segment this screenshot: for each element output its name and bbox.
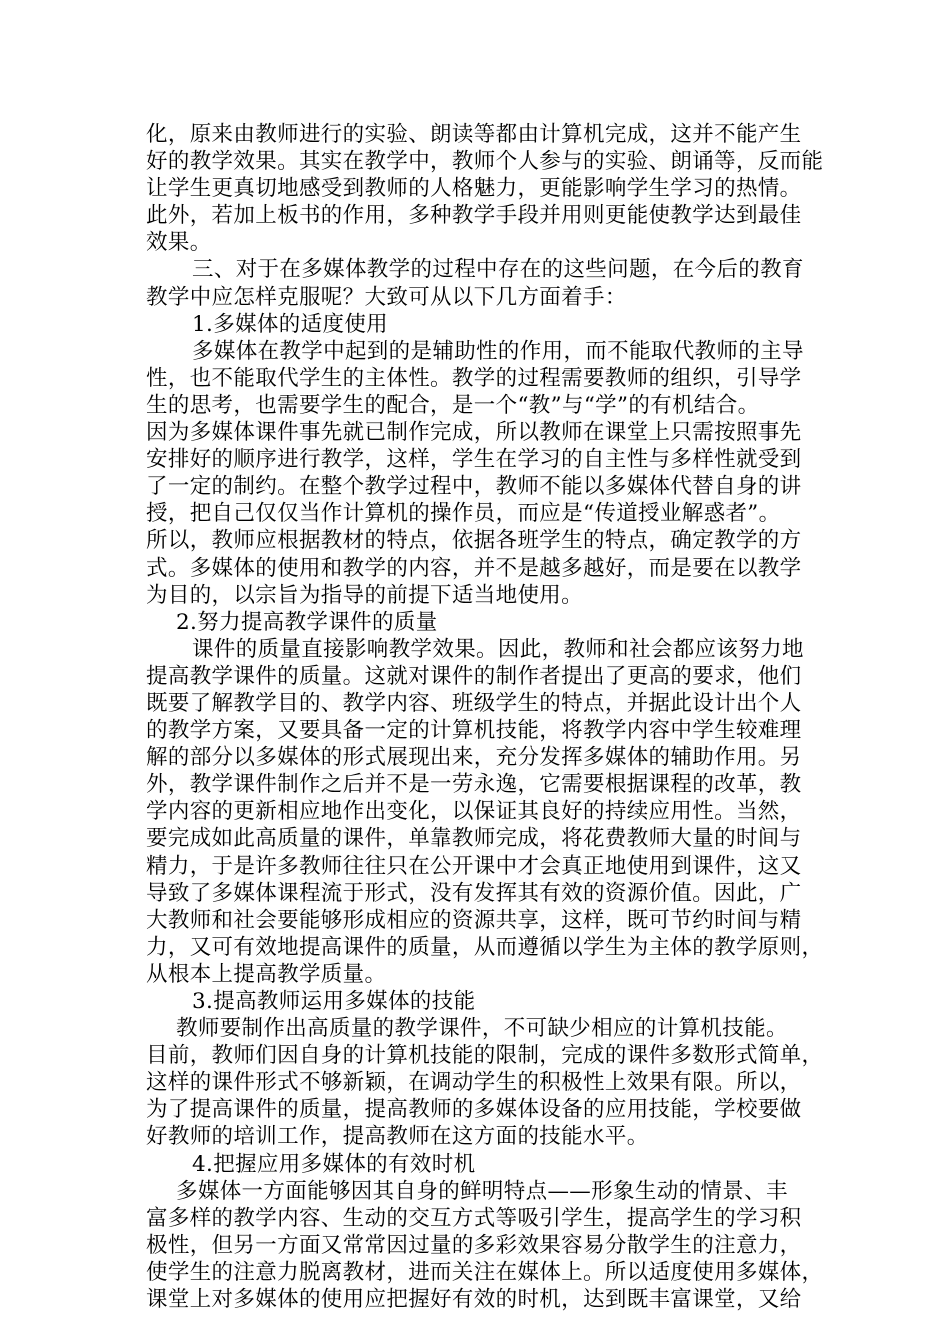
text-line: 了一定的制约。在整个教学过程中，教师不能以多媒体代替自身的讲 [146, 474, 802, 500]
text-line: 教师要制作出高质量的教学课件，不可缺少相应的计算机技能。 [176, 1016, 788, 1042]
text-line: 多媒体一方面能够因其自身的鲜明特点——形象生动的情景、丰 [176, 1178, 788, 1204]
text-line: 力，又可有效地提高课件的质量，从而遵循以学生为主体的教学原则， [146, 934, 824, 960]
text-line: 性，也不能取代学生的主体性。教学的过程需要教师的组织，引导学 [146, 365, 802, 391]
text-line: 要完成如此高质量的课件，单靠教师完成，将花费教师大量的时间与 [146, 826, 802, 852]
text-line: 好的教学效果。其实在教学中，教师个人参与的实验、朗诵等，反而能 [146, 149, 824, 175]
text-line: 多媒体在教学中起到的是辅助性的作用，而不能取代教师的主导 [192, 338, 804, 364]
text-line: 式。多媒体的使用和教学的内容，并不是越多越好，而是要在以教学 [146, 555, 802, 581]
text-line: 提高教学课件的质量。这就对课件的制作者提出了更高的要求，他们 [146, 663, 802, 689]
text-line: 3.提高教师运用多媒体的技能 [192, 989, 476, 1014]
text-line: 目前，教师们因自身的计算机技能的限制，完成的课件多数形式简单， [146, 1043, 824, 1069]
text-line: 安排好的顺序进行教学，这样，学生在学习的自主性与多样性就受到 [146, 447, 802, 473]
text-line: 导致了多媒体课程流于形式，没有发挥其有效的资源价值。因此，广 [146, 880, 802, 906]
text-line: 极性，但另一方面又常常因过量的多彩效果容易分散学生的注意力， [146, 1232, 802, 1258]
text-line: 好教师的培训工作，提高教师在这方面的技能水平。 [146, 1124, 649, 1150]
text-line: 从根本上提高教学质量。 [146, 961, 387, 987]
text-line: 因为多媒体课件事先就已制作完成，所以教师在课堂上只需按照事先 [146, 420, 802, 446]
text-line: 使学生的注意力脱离教材，进而关注在媒体上。所以适度使用多媒体， [146, 1259, 824, 1285]
text-line: 为目的，以宗旨为指导的前提下适当地使用。 [146, 582, 584, 608]
text-line: 所以，教师应根据教材的特点，依据各班学生的特点，确定教学的方 [146, 528, 802, 554]
text-line: 解的部分以多媒体的形式展现出来，充分发挥多媒体的辅助作用。另 [146, 745, 802, 771]
text-line: 精力，于是许多教师往往只在公开课中才会真正地使用到课件，这又 [146, 853, 802, 879]
text-line: 既要了解教学目的、教学内容、班级学生的特点，并据此设计出个人 [146, 690, 802, 716]
text-line: 让学生更真切地感受到教师的人格魅力，更能影响学生学习的热情。 [146, 176, 802, 202]
document-page [146, 121, 824, 1313]
text-line: 教学中应怎样克服呢？大致可从以下几方面着手： [146, 284, 627, 310]
text-line: 效果。 [146, 230, 212, 256]
text-line: 4.把握应用多媒体的有效时机 [192, 1151, 476, 1177]
text-line: 富多样的教学内容、生动的交互方式等吸引学生，提高学生的学习积 [146, 1205, 802, 1231]
text-line: 此外，若加上板书的作用，多种教学手段并用则更能使教学达到最佳 [146, 203, 802, 229]
text-line: 课件的质量直接影响教学效果。因此，教师和社会都应该努力地 [192, 636, 804, 662]
text-line: 大教师和社会要能够形成相应的资源共享，这样，既可节约时间与精 [146, 907, 802, 933]
text-line: 这样的课件形式不够新颖，在调动学生的积极性上效果有限。所以， [146, 1070, 802, 1096]
text-line: 外，教学课件制作之后并不是一劳永逸，它需要根据课程的改革，教 [146, 772, 802, 798]
text-line: 化，原来由教师进行的实验、朗读等都由计算机完成，这并不能产生 [146, 122, 802, 147]
text-line: 课堂上对多媒体的使用应把握好有效的时机，达到既丰富课堂，又给 [146, 1287, 802, 1313]
text-line: 为了提高课件的质量，提高教师的多媒体设备的应用技能，学校要做 [146, 1097, 802, 1123]
text-line: 学内容的更新相应地作出变化，以保证其良好的持续应用性。当然， [146, 799, 802, 825]
text-line: 生的思考，也需要学生的配合，是一个“教”与“学”的有机结合。 [146, 392, 760, 418]
text-line: 的教学方案，又要具备一定的计算机技能，将教学内容中学生较难理 [146, 718, 802, 744]
text-line: 1.多媒体的适度使用 [192, 311, 389, 337]
text-line: 授，把自己仅仅当作计算机的操作员，而应是“传道授业解惑者”。 [146, 501, 781, 527]
text-line: 三、对于在多媒体教学的过程中存在的这些问题，在今后的教育 [192, 257, 804, 283]
text-line: 2.努力提高教学课件的质量 [176, 609, 438, 635]
